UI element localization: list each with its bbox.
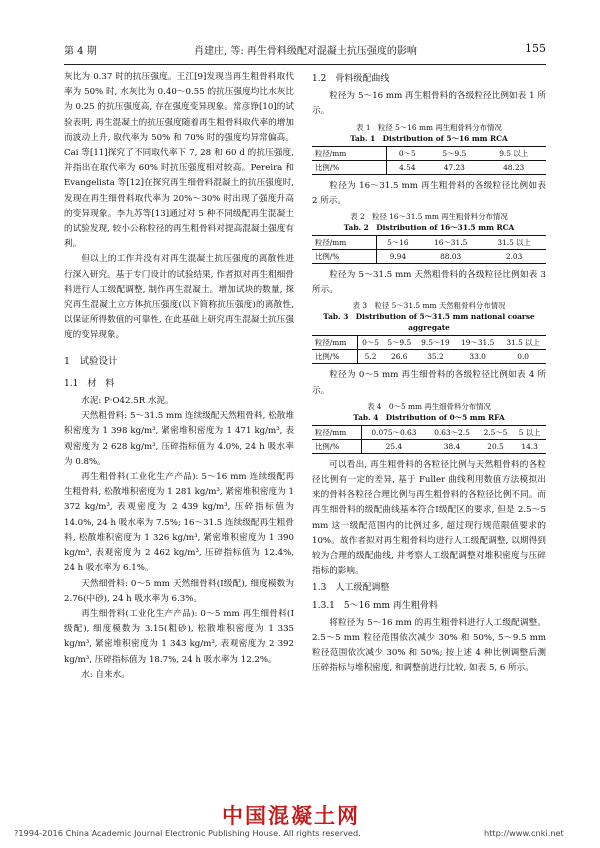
table-cell: 5～9.5 [427,146,481,160]
table-3-caption-cn: 表 3 粒径 5～31.5 mm 天然粗骨料分布情况 [352,301,506,311]
table-cell: 88.03 [440,252,462,262]
table-cell: 33.0 [469,352,486,362]
paragraph-cement: 水泥: P·O42.5R 水泥。 [81,396,174,407]
table-row [312,160,546,174]
table-cell: 5.2 [364,352,377,362]
table-cell: 25.4 [385,441,403,451]
left-column [64,70,294,683]
table-cell: 9.5 以上 [481,146,546,160]
table-cell: 5～16 [376,236,419,250]
issue-number: 第 4 期 [64,46,97,57]
table-cell: 19～31.5 [455,336,500,350]
table-1 [312,146,546,175]
paragraph-literature: 灰比为 0.37 时的抗压强度。王江[9]发现当再生粗骨料取代率为 50% 时, 水灰比为 0.40～0.55 的抗压强度均比水灰比为 0.25 的抗压强度高, 存在强度变异现象。常彦铮[10]的试验表明, 再生混凝土的抗压强度随着再生粗骨料取代率的增加而波动上升, 取代率为 50% 和 70% 时的强度均异常偏高。Cai 等[11]探究了不同取代率下 7, 28 和 60 d 的抗压强度, 并指出在取代率为 60% 时抗压强度相对较高。Pereira 和 Evangelista 等[12]在探究再生细骨料混凝土的抗压强度时, 发现在再生细骨料取代率为 20%～30% 时出现了强度升高的变异现象。李九苏等[13]通过对 5 种不同级配再生混凝土的试验发现, 较小公称粒径的再生粗骨料对提高混凝土强度有利。 [64,72,294,250]
table-cell: 0.63～2.5 [426,425,478,439]
paragraph-table3-intro: 粒径为 5～31.5 mm 天然粗骨料的各级粒径比例如表 3 所示。 [312,270,546,296]
table-cell: 2.5～5 [478,425,513,439]
paragraph-adjustment: 将粒径为 5～16 mm 的再生粗骨料进行人工级配调整。2.5～5 mm 粒径范围依次减少 30% 和 50%, 5～9.5 mm 粒径范围依次减少 30% 和 50%; 按上述 4 种比例调整后测压碎指标与堆积密度, 和调整前进行比较, 如表 5, 6 所示。 [312,617,546,674]
table-cell: 47.23 [443,162,465,172]
copyright-notice: ?1994-2016 China Academic Journal Electronic Publishing House. All rights reserved. [14,828,361,838]
subsection-heading-1-2: 1.2 骨料级配曲线 [312,74,390,84]
table-cell: 9.94 [389,252,407,262]
table-row [312,236,546,250]
table-row [312,439,546,453]
table-1-caption-en: Tab. 1 Distribution of 5～16 mm RCA [350,133,508,143]
running-header [64,40,546,60]
table-4 [312,425,546,454]
paragraph-objective: 但以上的工作并没有对再生混凝土抗压强度的离散性进行深入研究。基于专门设计的试验结果, 作者拟对再生粗细骨料进行人工级配调整, 制作再生混凝土。增加试块的数量, 探究再生混凝土立方体抗压强度(以下简称抗压强度)的离散性, 以保证所得数值的可靠性, 在此基础上研究再生混凝土抗压强度的变异现象。 [64,254,294,341]
table-cell: 26.6 [391,352,408,362]
table-row [312,250,546,264]
table-cell: 比例/% [312,350,358,364]
paragraph-table2-intro: 粒径为 16～31.5 mm 再生粗骨料的各级粒径比例如表 2 所示。 [312,180,546,206]
paragraph-recycled-fine: 再生细骨料(工业化生产产品): 0～5 mm 再生细骨料(Ⅰ级配), 细度模数为 3.15(粗砂), 松散堆积密度为 1 335 kg/m³, 紧密堆积密度为 1 343 kg/m³, 表观密度为 2 392 kg/m³, 压碎指标值为 18.7%, 24 h 吸水率为 12.2%。 [64,608,294,665]
table-cell: 48.23 [503,162,525,172]
subsection-heading-1-1: 1.1 材 料 [64,378,115,389]
table-3 [312,335,546,364]
table-row [312,425,546,439]
table-1-caption-cn: 表 1 粒径 5～16 mm 再生粗骨料分布情况 [356,122,502,132]
table-cell: 2.03 [505,252,523,262]
table-cell: 比例/% [312,250,376,264]
table-2-caption-cn: 表 2 粒径 16～31.5 mm 再生粗骨料分布情况 [350,212,508,222]
section-heading-1: 1 试验设计 [64,355,118,367]
table-cell: 粒径/mm [312,236,376,250]
paragraph-table1-intro: 粒径为 5～16 mm 再生粗骨料的各级粒径比例如表 1 所示。 [312,91,546,117]
paragraph-natural-fine: 天然细骨料: 0～5 mm 天然细骨料(Ⅰ级配), 细度模数为 2.76(中砂), 24 h 吸水率为 6.3%。 [64,578,294,604]
paragraph-recycled-coarse: 再生粗骨料(工业化生产产品): 5～16 mm 连续级配再生粗骨料, 松散堆积密度为 1 281 kg/m³, 紧密堆积密度为 1 372 kg/m³, 表观密度为 2 439 kg/m³, 压碎指标值为 14.0%, 24 h 吸水率为 7.5%; 16～31.5 连续级配再生粗骨料, 松散堆积密度为 1 326 kg/m³, 紧密堆积密度为 1 390 kg/m³, 表观密度为 2 462 kg/m³, 压碎指标值为 12.4%, 24 h 吸水率为 6.1%。 [64,472,294,574]
table-cell: 粒径/mm [312,425,361,439]
table-3-caption-en: Tab. 3 Distribution of 5～31.5 mm national coarse aggregate [323,312,535,333]
table-cell: 0～5 [358,336,383,350]
paragraph-table4-intro: 粒径为 0～5 mm 再生细骨料的各级粒径比例如表 4 所示。 [312,370,546,396]
table-cell: 31.5 以上 [482,236,546,250]
table-cell: 9.5～19 [416,336,455,350]
table-4-caption-en: Tab. 4 Distribution of 0～5 mm RFA [353,412,505,422]
paragraph-comparison: 可以看出, 再生粗骨料的各粒径比例与天然粗骨料的各粒径比例有一定的差异, 基于 Fuller 曲线利用数值方法模拟出来的骨料各粒径合理比例与再生粗骨料的各粒径比例不同。而再生细骨料的级配曲线基本符合Ⅰ级配区的要求, 但是 2.5～5 mm 这一级配范围内的比例过多, 超过现行规范限值要求的 10%。故作者拟对再生粗骨料均进行人工级配调整, 以期得到较为合理的级配曲线, 并考察人工级配调整对堆积密度与压碎指标的影响。 [312,459,546,577]
table-cell: 35.2 [427,352,444,362]
footer-url: http://www.cnki.net [484,828,564,838]
table-row [312,146,546,160]
table-cell: 31.5 以上 [500,336,546,350]
table-row [312,336,546,350]
page-number: 155 [525,42,546,55]
site-watermark: 中国混凝土网 [222,804,360,828]
paragraph-water: 水: 自来水。 [81,669,130,680]
paragraph-natural-coarse: 天然粗骨料: 5～31.5 mm 连续级配天然粗骨料, 松散堆积密度为 1 398 kg/m³, 紧密堆积密度为 1 471 kg/m³, 表观密度为 2 628 kg/m³, 压碎指标值为 4.0%, 24 h 吸水率为 0.8%。 [64,411,294,467]
table-cell: 4.54 [399,162,416,172]
table-cell: 粒径/mm [312,336,358,350]
table-cell: 20.5 [487,441,504,451]
table-cell: 0～5 [387,146,427,160]
running-title: 肖建庄, 等: 再生骨料级配对混凝土抗压强度的影响 [194,46,417,57]
right-column [312,70,546,677]
table-cell: 比例/% [312,160,387,174]
table-cell: 0.075～0.63 [361,425,426,439]
subsection-heading-1-3-1: 1.3.1 5～16 mm 再生粗骨料 [312,600,438,611]
subsection-heading-1-3: 1.3 人工级配调整 [312,583,390,594]
table-2 [312,235,546,264]
table-cell: 16～31.5 [419,236,482,250]
table-cell: 38.4 [443,441,461,451]
table-4-caption-cn: 表 4 0～5 mm 再生细骨料分布情况 [367,401,491,411]
table-cell: 粒径/mm [312,146,387,160]
table-row [312,350,546,364]
table-cell: 5～9.5 [383,336,416,350]
table-cell: 比例/% [312,439,361,453]
header-rule [64,64,546,65]
table-cell: 5 以上 [513,425,546,439]
table-cell: 0.0 [517,352,530,362]
table-2-caption-en: Tab. 2 Distribution of 16～31.5 mm RCA [343,223,515,233]
table-cell: 14.3 [521,441,538,451]
footer [14,828,564,838]
